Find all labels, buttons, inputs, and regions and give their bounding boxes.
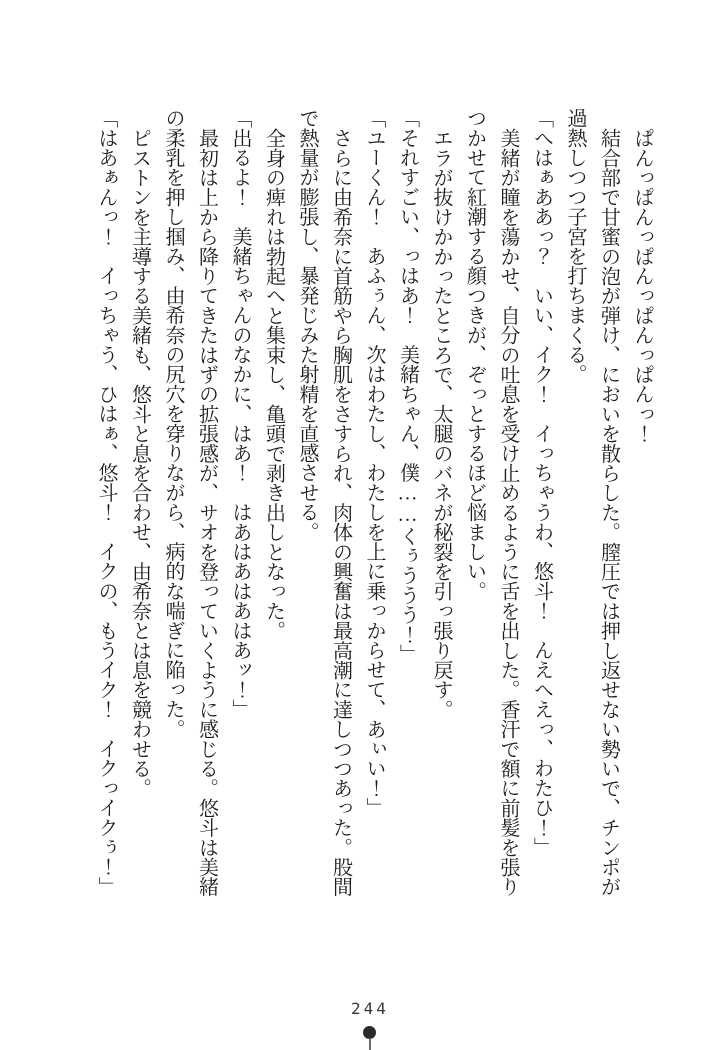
text-line: の柔乳を押し掴み、由希奈の尻穴を穿りながら、病的な喘ぎに陥った。 — [162, 108, 184, 739]
text-line: で熱量が膨張し、暴発じみた射精を直感させる。 — [296, 108, 318, 542]
text-line: 全身の痺れは勃起へと集束し、亀頭で剥き出しとなった。 — [262, 128, 285, 641]
text-line: ぱんっぱんっぱんっぱんっぱんっ！ — [631, 128, 653, 444]
text-line: 「はあぁんっ！ イっちゃう、ひはぁ、悠斗！ イクの、もうイク！ イクっイクぅ！」 — [95, 108, 117, 897]
text-line: 「それすごい、っはあ！ 美緒ちゃん、僕……くぅううう！」 — [396, 108, 419, 664]
text-line: 美緒が瞳を蕩かせ、自分の吐息を受け止めるように舌を出した。香汗で額に前髪を張り — [497, 128, 519, 897]
text-block — [89, 108, 659, 968]
text-line: 「ユーくん！ あふぅん、次はわたし、わたしを上に乗っからせて、あぃい！」 — [363, 108, 385, 818]
text-line: エラが抜けかかったところで、太腿のバネが秘裂を引っ張り戻す。 — [430, 128, 452, 720]
page-number: 244 — [351, 999, 389, 1018]
text-line: 「出るよ！ 美緒ちゃんのなかに、はあ！ はあはあはあはあッ！」 — [229, 108, 251, 719]
text-line: 「へはぁああっ？ いい、イク！ イっちゃうわ、悠斗！ んえへえっ、わたひ！」 — [530, 108, 553, 857]
binding-dot-marker — [363, 1026, 376, 1050]
text-line: さらに由希奈に首筋やら胸肌をさすられ、肉体の興奮は最高潮に達しつつあった。股間 — [329, 128, 352, 897]
text-line: 過熱しつつ子宮を打ちまくる。 — [564, 108, 586, 384]
text-line: 結合部で甘蜜の泡が弾け、においを散らした。膣圧では押し返せない勢いで、チンポが — [597, 128, 620, 897]
text-line: つかせて紅潮する顔つきが、ぞっとするほど悩ましい。 — [463, 108, 486, 601]
dot-stem — [369, 1038, 371, 1050]
text-line: 最初は上から降りてきたはずの拡張感が、サオを登っていくように感じる。悠斗は美緒 — [195, 128, 218, 897]
text-line: ピストンを主導する美緒も、悠斗と息を合わせ、由希奈とは息を競わせる。 — [128, 128, 151, 798]
